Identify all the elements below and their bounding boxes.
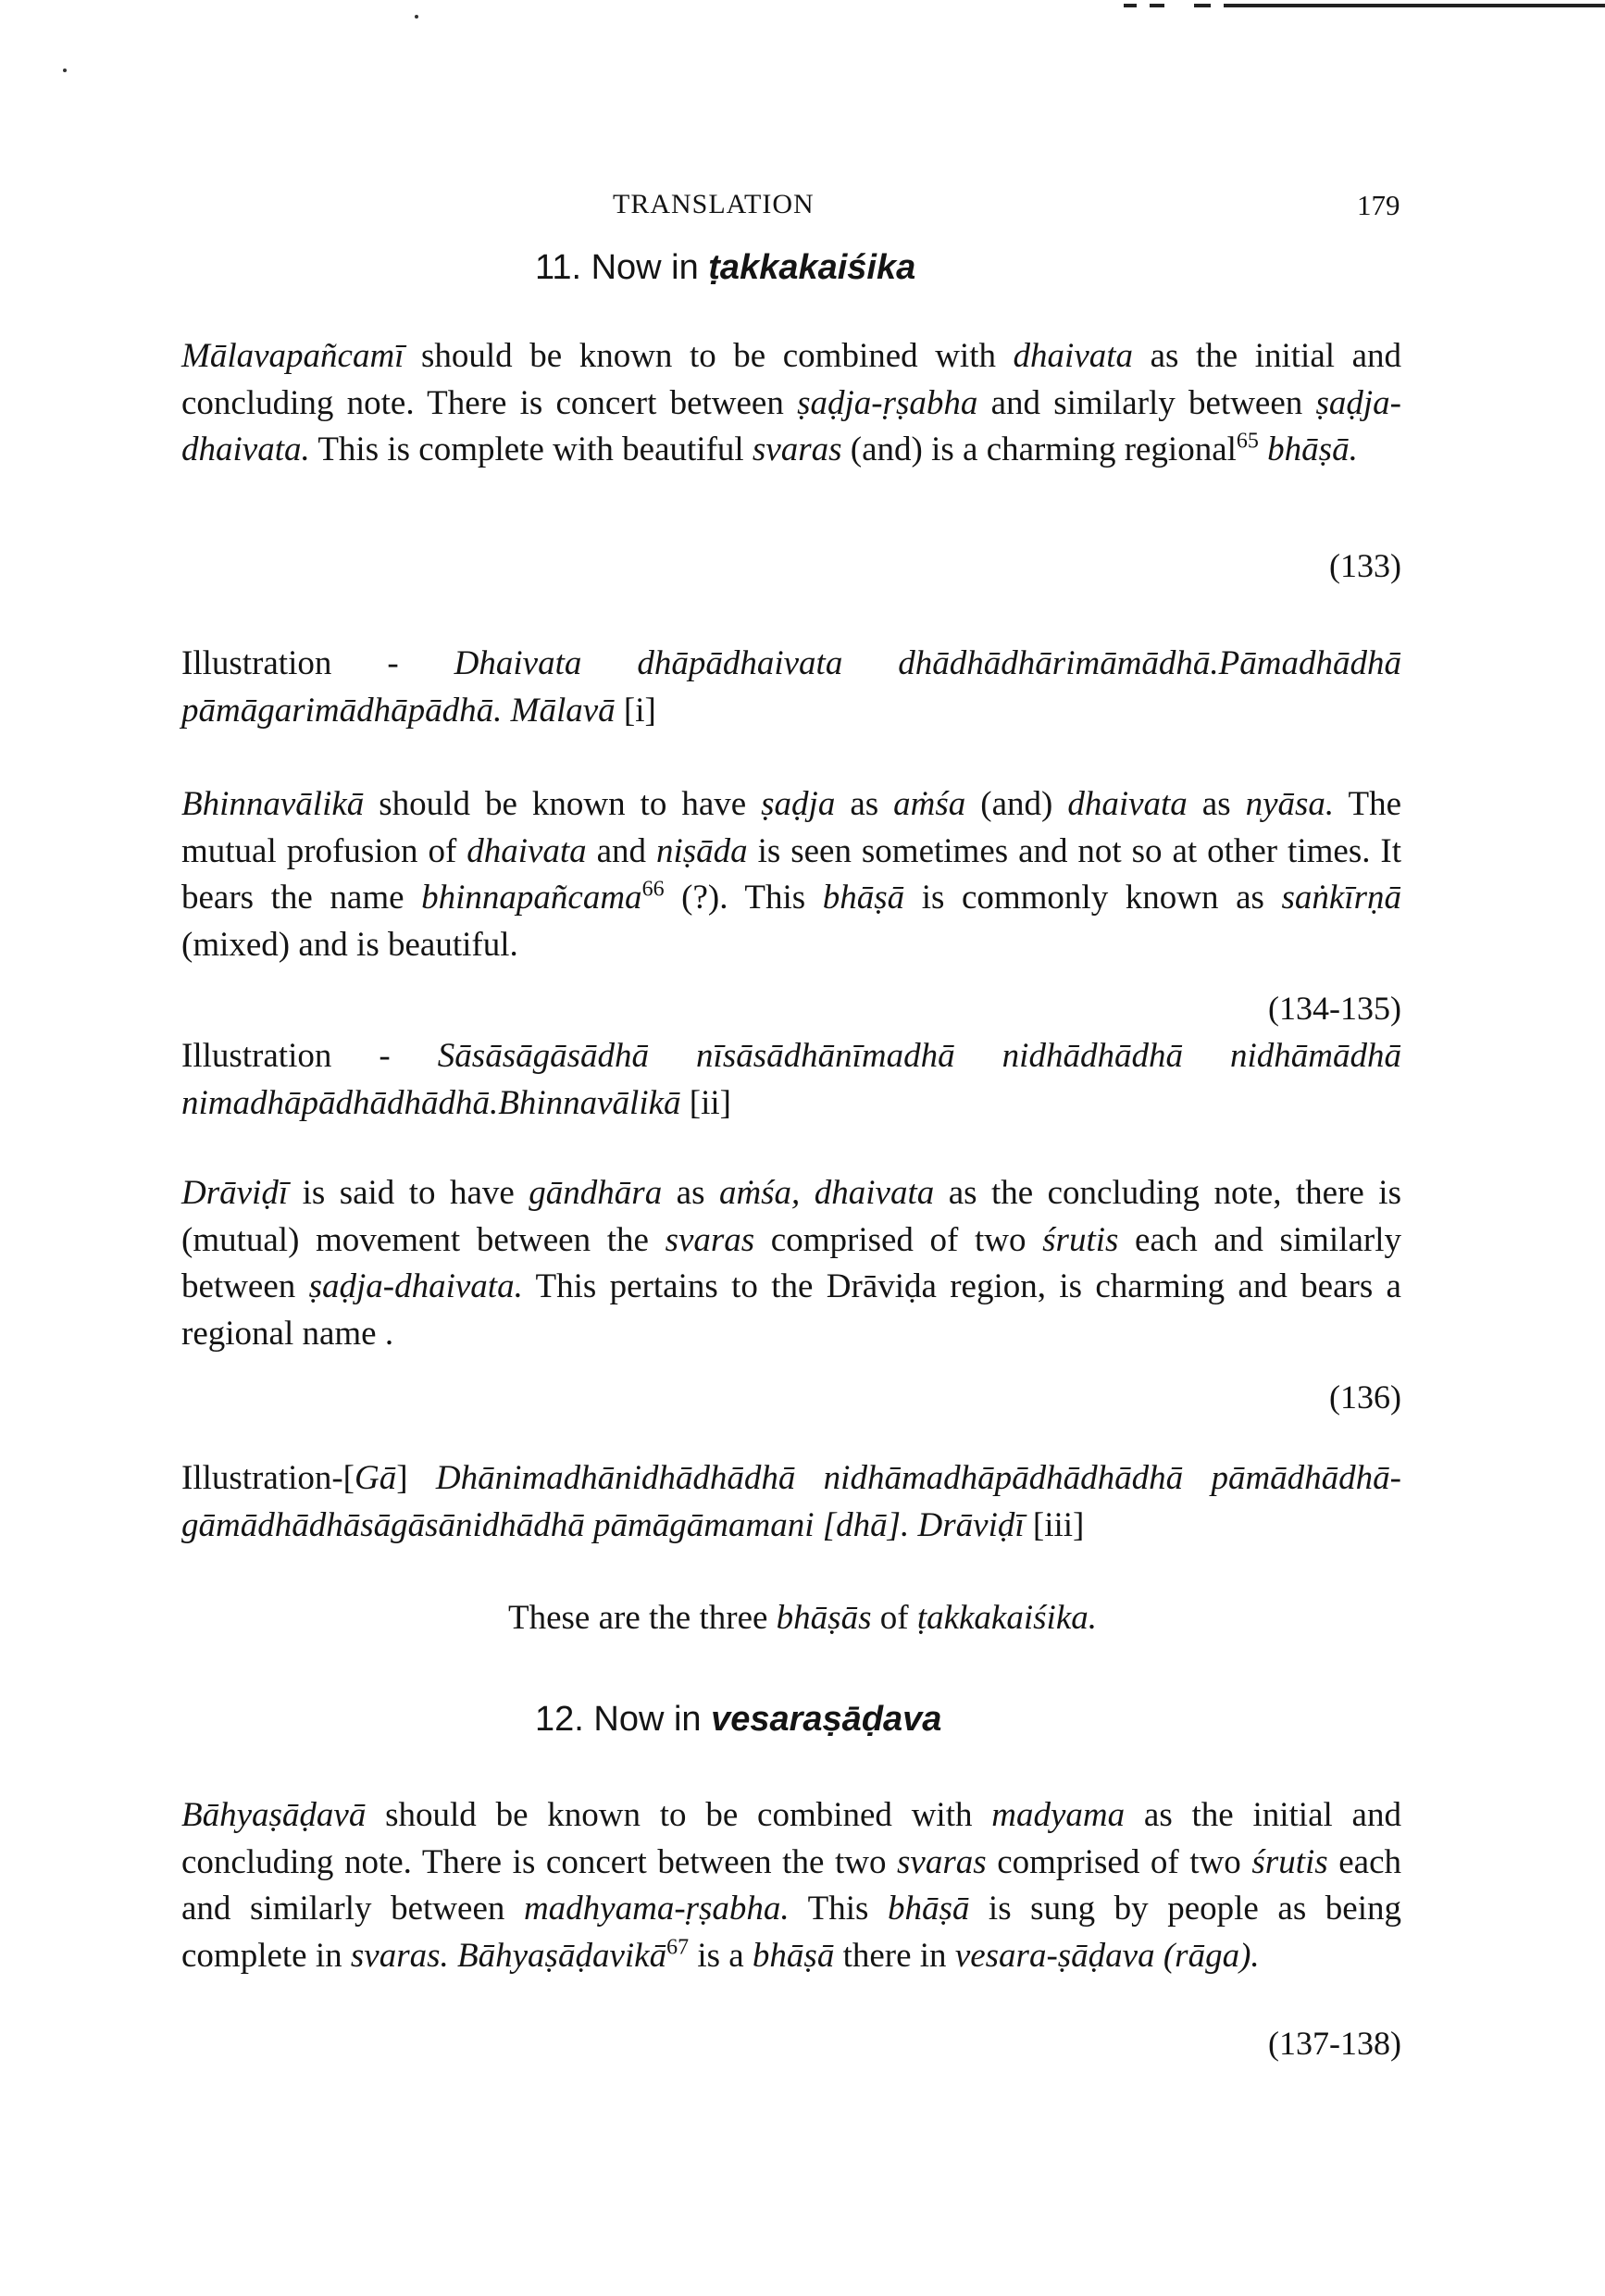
term: svaras	[897, 1842, 987, 1881]
text: These are the three	[508, 1599, 777, 1637]
term: madyama	[991, 1796, 1126, 1834]
term: dhaivata	[1013, 337, 1134, 375]
term: Bāhyaṣāḍavikā	[457, 1936, 667, 1975]
text: is sung by people as being complete in	[181, 1890, 1402, 1975]
term: bhāṣā	[887, 1890, 970, 1928]
term: bhāṣā.	[1267, 430, 1358, 468]
text: as	[662, 1174, 719, 1212]
term: bhinnapañcama	[421, 879, 642, 917]
text: should be known to have	[364, 785, 762, 823]
text: This pertains to the Drāviḍa region, is charming and bears a regional name .	[181, 1267, 1401, 1353]
term: Sāsāsāgāsādhā nīsāsādhānīmadhā nidhādhādhā nidhāmādhā nimadhāpādhādhādhā.Bhinnavālikā	[181, 1037, 1402, 1122]
running-head: TRANSLATION	[613, 189, 815, 219]
section-11-number: 11. Now in	[535, 248, 709, 287]
term: ṣaḍja-ṛṣabha	[797, 383, 978, 422]
text: comprised of two	[986, 1842, 1252, 1881]
footnote-ref: 67	[666, 1935, 690, 1960]
text: is said to have	[288, 1174, 529, 1212]
text: ]	[396, 1459, 436, 1497]
text	[1259, 430, 1267, 468]
term: dhaivata	[1067, 785, 1188, 823]
text: [iii]	[1024, 1505, 1085, 1544]
illustration-1	[181, 641, 1401, 734]
term: ṣaḍja	[761, 785, 836, 823]
term: nyāsa.	[1245, 785, 1335, 823]
text: (and) is a charming regional	[841, 430, 1237, 468]
verse-reference: (136)	[1329, 1379, 1401, 1416]
text: as	[1187, 785, 1246, 823]
text: [ii]	[680, 1083, 731, 1122]
term: ṭakkakaiśika.	[916, 1599, 1097, 1637]
term: bhāṣā	[752, 1936, 835, 1975]
text: each and similarly between	[181, 1220, 1402, 1305]
text: should be known to be combined with	[366, 1796, 992, 1834]
text: The mutual profusion of	[181, 785, 1402, 870]
text: (?). This	[664, 879, 823, 917]
paragraph-bahyasadava	[181, 1792, 1401, 1979]
term: bhāṣās	[776, 1599, 872, 1637]
term: aṁśa	[893, 785, 966, 823]
term: śrutis	[1042, 1220, 1119, 1259]
text: Illustration -	[181, 1037, 438, 1075]
text: Illustration -	[181, 644, 454, 682]
text: as the initial and concluding note. There is concert between the two	[181, 1796, 1401, 1881]
text: there in	[834, 1936, 955, 1975]
page-header	[0, 189, 1605, 226]
closing-line	[0, 1598, 1605, 1638]
term: vesara-ṣāḍava (rāga).	[954, 1936, 1260, 1975]
term: Dhaivata dhāpādhaivata dhādhādhārimāmādhā.Pāmadhādhā pāmāgarimādhāpādhā. Mālavā	[181, 644, 1401, 730]
term: bhāṣā	[822, 879, 905, 917]
scan-edge-marks	[1124, 0, 1605, 13]
section-11-heading	[535, 248, 915, 288]
term: saṅkīrṇā	[1281, 879, 1401, 917]
term: svaras.	[350, 1936, 449, 1975]
text: as the concluding note, there is (mutual) movement between the	[181, 1174, 1401, 1259]
footnote-ref: 65	[1236, 429, 1259, 454]
text: (and)	[965, 785, 1068, 823]
verse-reference: (134-135)	[1268, 990, 1401, 1027]
text: is seen sometimes and not so at other times. It bears the name	[181, 831, 1401, 917]
text: and similarly between	[977, 383, 1316, 422]
term: aṁśa, dhaivata	[718, 1174, 935, 1212]
term: Bhinnavālikā	[181, 785, 365, 823]
illustration-3	[181, 1455, 1401, 1549]
term: Bāhyaṣāḍavā	[181, 1796, 367, 1834]
text: (mixed) and is beautiful.	[181, 925, 518, 964]
section-12-heading	[535, 1700, 941, 1740]
text: This	[789, 1890, 888, 1928]
paragraph-bhinnavalika	[181, 781, 1401, 968]
text: and	[586, 831, 656, 870]
verse-reference: (133)	[1329, 547, 1401, 584]
text: [i]	[615, 691, 656, 730]
term: gāndhāra	[529, 1174, 663, 1212]
text: as the initial and concluding note. There is concert between	[181, 337, 1401, 422]
scan-speck	[415, 15, 418, 19]
section-12-term: vesaraṣāḍava	[711, 1700, 942, 1739]
text: of	[871, 1599, 917, 1637]
text: as	[835, 785, 894, 823]
paragraph-malavapancami	[181, 333, 1401, 474]
text: is a	[689, 1936, 753, 1975]
section-12-number: 12. Now in	[535, 1700, 712, 1739]
page-number: 179	[1357, 189, 1400, 221]
term: Dhānimadhānidhādhādhā nidhāmadhāpādhādhādhā pāmādhādhā-gāmādhādhāsāgāsānidhādhā pāmāgāmamani [dhā]. Drāviḍī	[181, 1459, 1401, 1544]
text: each and similarly between	[181, 1842, 1401, 1928]
text: should be known to be combined with	[404, 337, 1014, 375]
term: niṣāda	[655, 831, 748, 870]
text: comprised of two	[754, 1220, 1043, 1259]
scan-speck	[63, 69, 67, 72]
term: śrutis	[1251, 1842, 1328, 1881]
text: Illustration-[	[181, 1459, 355, 1497]
term: Mālavapañcamī	[181, 337, 404, 375]
term: ṣaḍja-dhaivata.	[181, 383, 1401, 468]
illustration-2	[181, 1033, 1401, 1127]
term: ṣaḍja-dhaivata.	[308, 1267, 523, 1305]
term: madhyama-ṛṣabha.	[523, 1890, 790, 1928]
term: Gā	[355, 1459, 397, 1497]
section-11-term: ṭakkakaiśika	[708, 248, 916, 287]
term: dhaivata	[467, 831, 587, 870]
verse-reference: (137-138)	[1268, 2025, 1401, 2062]
term: svaras	[665, 1220, 755, 1259]
footnote-ref: 66	[641, 877, 665, 902]
text: is commonly known as	[904, 879, 1282, 917]
term: svaras	[752, 430, 842, 468]
text: This is complete with beautiful	[309, 430, 753, 468]
paragraph-dravidi	[181, 1170, 1401, 1357]
term: Drāviḍī	[181, 1174, 289, 1212]
text	[449, 1937, 457, 1975]
